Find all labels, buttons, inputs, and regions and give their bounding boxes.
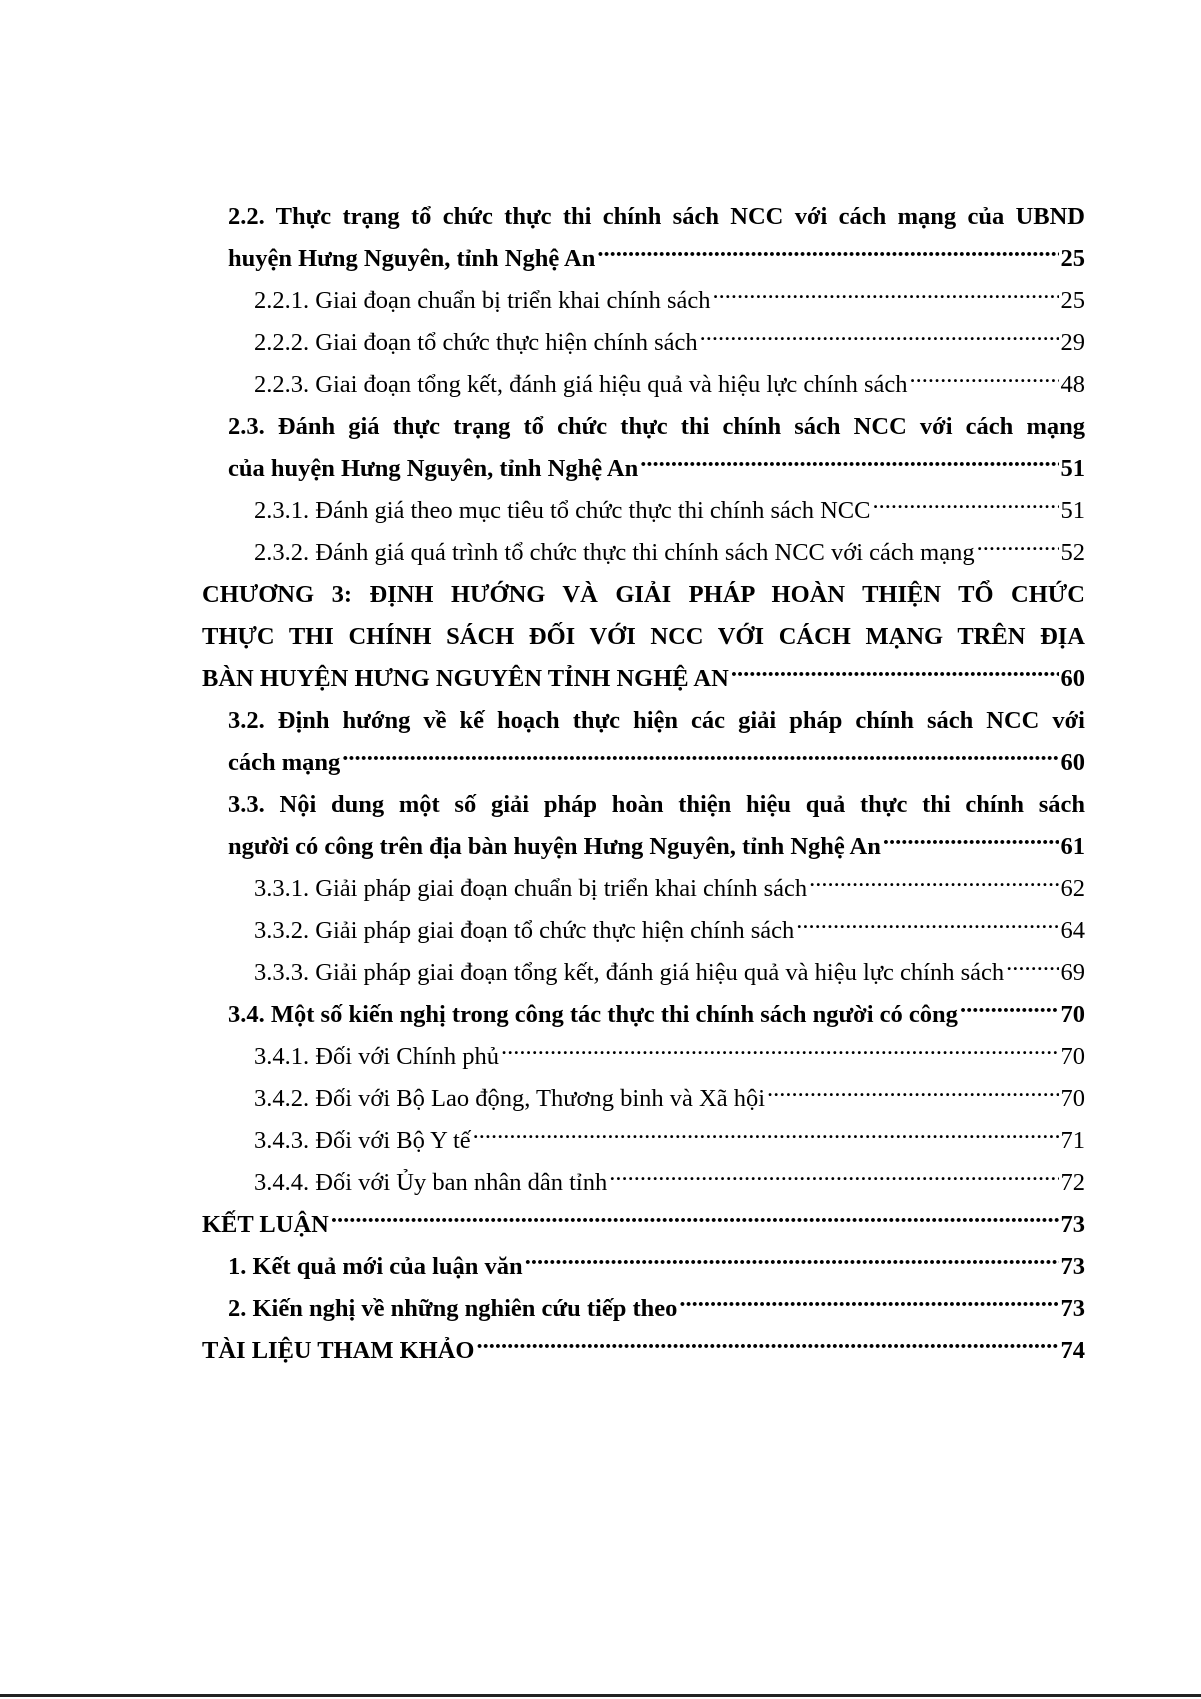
toc-entry[interactable] <box>202 1120 1085 1162</box>
dot-leader <box>713 284 1059 309</box>
dot-leader <box>809 872 1058 897</box>
toc-page-number: 48 <box>1060 371 1085 398</box>
dot-leader <box>910 368 1059 393</box>
dot-leader <box>342 746 1058 771</box>
toc-entry-leader-line <box>228 994 1085 1036</box>
dot-leader <box>679 1292 1058 1317</box>
toc-entry-line: 3.2. Định hướng về kế hoạch thực hiện các giải pháp chính sách NCC với <box>228 707 1085 734</box>
toc-entry-leader-line <box>228 448 1085 490</box>
toc-entry[interactable] <box>202 1036 1085 1078</box>
dot-leader <box>525 1250 1059 1275</box>
toc-page-number: 51 <box>1060 455 1085 482</box>
toc-page-number: 29 <box>1060 329 1085 356</box>
toc-entry-leader-line <box>228 238 1085 280</box>
toc-entry-leader-line <box>254 322 1085 364</box>
toc-entry[interactable] <box>202 322 1085 364</box>
toc-page-number: 61 <box>1060 833 1085 860</box>
toc-entry-line: THỰC THI CHÍNH SÁCH ĐỐI VỚI NCC VỚI CÁCH MẠNG TRÊN ĐỊA <box>202 623 1085 650</box>
toc-entry-leader-line <box>202 1204 1085 1246</box>
toc-page-number: 70 <box>1060 1085 1085 1112</box>
toc-page-number: 52 <box>1060 539 1085 566</box>
toc-page-number: 74 <box>1060 1337 1085 1364</box>
toc-entry-leader-line <box>202 1330 1085 1372</box>
toc-entry-title: 3.3.1. Giải pháp giai đoạn chuẩn bị triển khai chính sách <box>254 875 808 902</box>
dot-leader <box>731 662 1059 687</box>
toc-page-number: 70 <box>1060 1043 1085 1070</box>
dot-leader <box>640 452 1058 477</box>
toc-entry-title: 2. Kiến nghị về những nghiên cứu tiếp theo <box>228 1295 678 1322</box>
toc-entry-title: KẾT LUẬN <box>202 1211 329 1238</box>
toc-entry-line: 2.2. Thực trạng tổ chức thực thi chính sách NCC với cách mạng của UBND <box>228 203 1085 230</box>
toc-page-number: 25 <box>1060 287 1085 314</box>
toc-entry-title: cách mạng <box>228 749 341 776</box>
dot-leader <box>501 1040 1058 1065</box>
toc-entry[interactable] <box>202 1162 1085 1204</box>
toc-entry[interactable] <box>202 700 1085 784</box>
toc-entry[interactable] <box>202 1330 1085 1372</box>
toc-entry-leader-line <box>254 364 1085 406</box>
toc-entry-leader-line <box>254 490 1085 532</box>
toc-entry[interactable] <box>202 532 1085 574</box>
toc-entry[interactable] <box>202 490 1085 532</box>
toc-entry[interactable] <box>202 1204 1085 1246</box>
dot-leader <box>960 998 1059 1023</box>
toc-page-number: 60 <box>1060 749 1085 776</box>
toc-entry-line: 3.3. Nội dung một số giải pháp hoàn thiện hiệu quả thực thi chính sách <box>228 791 1085 818</box>
toc-entry[interactable] <box>202 406 1085 490</box>
toc-entry[interactable] <box>202 280 1085 322</box>
toc-entry-title: 3.4.4. Đối với Ủy ban nhân dân tỉnh <box>254 1169 608 1196</box>
toc-entry-title: 2.2.3. Giai đoạn tổng kết, đánh giá hiệu quả và hiệu lực chính sách <box>254 371 908 398</box>
toc-entry-leader-line <box>202 658 1085 700</box>
toc-entry[interactable] <box>202 868 1085 910</box>
toc-entry[interactable] <box>202 1288 1085 1330</box>
toc-entry-title: 3.4.1. Đối với Chính phủ <box>254 1043 500 1070</box>
toc-entry-title: TÀI LIỆU THAM KHẢO <box>202 1337 475 1364</box>
toc-entry-title: của huyện Hưng Nguyên, tỉnh Nghệ An <box>228 455 639 482</box>
toc-entry[interactable] <box>202 1078 1085 1120</box>
table-of-contents <box>202 196 1085 1372</box>
toc-entry[interactable] <box>202 574 1085 700</box>
toc-page-number: 73 <box>1060 1211 1085 1238</box>
toc-entry-title: 2.3.2. Đánh giá quá trình tổ chức thực thi chính sách NCC với cách mạng <box>254 539 975 566</box>
toc-entry-line: 2.3. Đánh giá thực trạng tổ chức thực thi chính sách NCC với cách mạng <box>228 413 1085 440</box>
toc-entry-leader-line <box>228 742 1085 784</box>
toc-entry[interactable] <box>202 196 1085 280</box>
toc-entry-leader-line <box>254 910 1085 952</box>
toc-page-number: 73 <box>1060 1295 1085 1322</box>
toc-entry-title: huyện Hưng Nguyên, tỉnh Nghệ An <box>228 245 596 272</box>
dot-leader <box>700 326 1059 351</box>
toc-entry-title: 2.3.1. Đánh giá theo mục tiêu tổ chức thực thi chính sách NCC <box>254 497 871 524</box>
toc-entry-title: 2.2.2. Giai đoạn tổ chức thực hiện chính sách <box>254 329 698 356</box>
page-bottom-rule <box>0 1694 1201 1697</box>
toc-page-number: 73 <box>1060 1253 1085 1280</box>
toc-entry-leader-line <box>254 532 1085 574</box>
toc-page-number: 64 <box>1060 917 1085 944</box>
toc-entry[interactable] <box>202 364 1085 406</box>
toc-entry-leader-line <box>254 952 1085 994</box>
dot-leader <box>1006 956 1058 981</box>
toc-entry-leader-line <box>254 1162 1085 1204</box>
toc-page-number: 70 <box>1060 1001 1085 1028</box>
dot-leader <box>597 242 1058 267</box>
toc-entry-leader-line <box>228 1288 1085 1330</box>
toc-entry[interactable] <box>202 910 1085 952</box>
toc-page-number: 69 <box>1060 959 1085 986</box>
toc-entry-title: 2.2.1. Giai đoạn chuẩn bị triển khai chính sách <box>254 287 711 314</box>
toc-entry-title: 3.4.2. Đối với Bộ Lao động, Thương binh và Xã hội <box>254 1085 766 1112</box>
dot-leader <box>609 1166 1058 1191</box>
toc-entry-leader-line <box>254 1078 1085 1120</box>
toc-page-number: 60 <box>1060 665 1085 692</box>
toc-entry-leader-line <box>254 868 1085 910</box>
toc-entry[interactable] <box>202 784 1085 868</box>
dot-leader <box>473 1124 1059 1149</box>
toc-entry-title: 1. Kết quả mới của luận văn <box>228 1253 523 1280</box>
toc-entry-title: 3.3.2. Giải pháp giai đoạn tổ chức thực hiện chính sách <box>254 917 795 944</box>
toc-entry-leader-line <box>228 826 1085 868</box>
dot-leader <box>767 1082 1058 1107</box>
toc-entry-title: 3.4.3. Đối với Bộ Y tế <box>254 1127 471 1154</box>
toc-entry-leader-line <box>254 1036 1085 1078</box>
dot-leader <box>883 830 1059 855</box>
toc-entry-leader-line <box>254 1120 1085 1162</box>
toc-entry-title: người có công trên địa bàn huyện Hưng Nguyên, tỉnh Nghệ An <box>228 833 881 860</box>
toc-entry-leader-line <box>254 280 1085 322</box>
toc-page-number: 72 <box>1060 1169 1085 1196</box>
toc-entry[interactable] <box>202 952 1085 994</box>
toc-entry-leader-line <box>228 1246 1085 1288</box>
toc-page-number: 51 <box>1060 497 1085 524</box>
toc-entry-title: 3.4. Một số kiến nghị trong công tác thực thi chính sách người có công <box>228 1001 958 1028</box>
toc-entry-title: 3.3.3. Giải pháp giai đoạn tổng kết, đánh giá hiệu quả và hiệu lực chính sách <box>254 959 1005 986</box>
dot-leader <box>872 494 1058 519</box>
toc-entry-title: BÀN HUYỆN HƯNG NGUYÊN TỈNH NGHỆ AN <box>202 665 729 692</box>
toc-page-number: 71 <box>1060 1127 1085 1154</box>
toc-entry[interactable] <box>202 994 1085 1036</box>
dot-leader <box>796 914 1058 939</box>
toc-page-number: 62 <box>1060 875 1085 902</box>
dot-leader <box>331 1208 1059 1233</box>
toc-entry[interactable] <box>202 1246 1085 1288</box>
toc-entry-line: CHƯƠNG 3: ĐỊNH HƯỚNG VÀ GIẢI PHÁP HOÀN THIỆN TỔ CHỨC <box>202 581 1085 608</box>
toc-page-number: 25 <box>1060 245 1085 272</box>
dot-leader <box>477 1334 1059 1359</box>
dot-leader <box>977 536 1059 561</box>
